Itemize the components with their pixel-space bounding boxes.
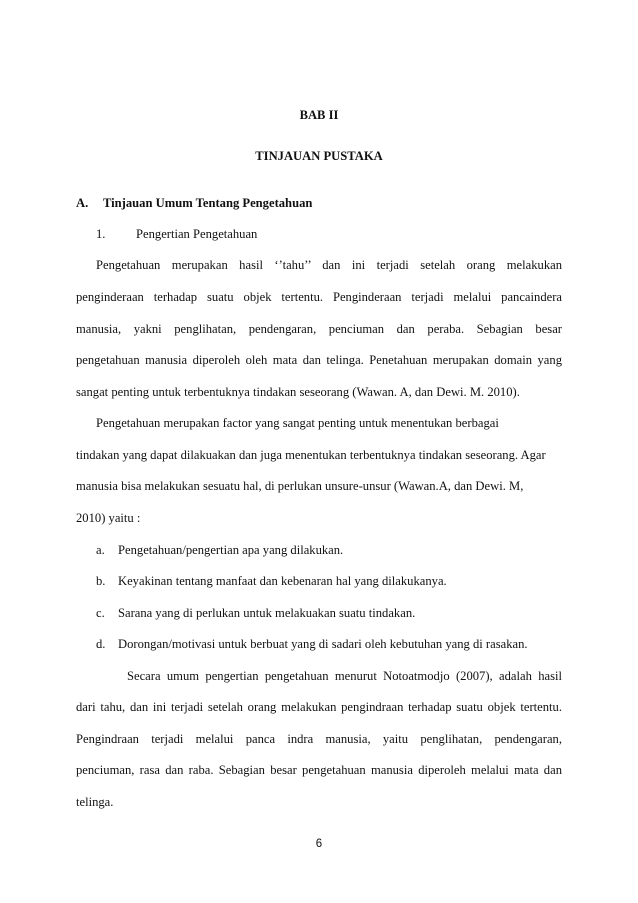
list-marker: a. [96, 543, 105, 557]
section-title: Tinjauan Umum Tentang Pengetahuan [103, 196, 313, 210]
paragraph-line: telinga. [76, 795, 114, 809]
subsection-number: 1. [96, 227, 106, 241]
chapter-title: TINJAUAN PUSTAKA [255, 149, 383, 163]
paragraph-line: penginderaan terhadap suatu objek tertentu. Penginderaan terjadi melalui pancaindera [76, 290, 562, 304]
paragraph-line: Pengetahuan merupakan hasil ‘’tahu’’ dan ini terjadi setelah orang melakukan [96, 258, 562, 272]
paragraph-line: Pengetahuan merupakan factor yang sangat penting untuk menentukan berbagai [96, 416, 499, 430]
list-marker: b. [96, 574, 106, 588]
list-text: Keyakinan tentang manfaat dan kebenaran hal yang dilakukanya. [118, 574, 447, 588]
list-marker: d. [96, 637, 106, 651]
list-text: Pengetahuan/pengertian apa yang dilakukan. [118, 543, 344, 557]
page-number: 6 [315, 838, 323, 850]
paragraph-line: manusia, yakni penglihatan, pendengaran, penciuman dan peraba. Sebagian besar [76, 322, 562, 336]
section-letter: A. [76, 196, 89, 210]
list-text: Sarana yang di perlukan untuk melakuakan suatu tindakan. [118, 606, 416, 620]
paragraph-line: Secara umum pengertian pengetahuan menurut Notoatmodjo (2007), adalah hasil [127, 669, 562, 683]
paragraph-line: sangat penting untuk terbentuknya tindakan seseorang (Wawan. A, dan Dewi. M. 2010). [76, 385, 520, 399]
paragraph-line: penciuman, rasa dan raba. Sebagian besar pengetahuan manusia diperoleh melalui mata dan [76, 763, 562, 777]
section-heading [76, 196, 562, 211]
paragraph-line: dari tahu, dan ini terjadi setelah orang melakukan pengindraan terhadap suatu objek tertentu. [76, 700, 562, 714]
subsection-title: Pengertian Pengetahuan [136, 227, 258, 241]
paragraph-line: Pengindraan terjadi melalui panca indra manusia, yaitu penglihatan, pendengaran, [76, 732, 562, 746]
paragraph-line: tindakan yang dapat dilakuakan dan juga menentukan terbentuknya tindakan seseorang. Agar [76, 448, 546, 462]
chapter-number: BAB II [299, 108, 339, 122]
list-text: Dorongan/motivasi untuk berbuat yang di sadari oleh kebutuhan yang di rasakan. [118, 637, 528, 651]
list-marker: c. [96, 606, 105, 620]
paragraph-line: pengetahuan manusia diperoleh oleh mata dan telinga. Penetahuan merupakan domain yang [76, 353, 562, 367]
paragraph-line: 2010) yaitu : [76, 511, 141, 525]
paragraph-line: manusia bisa melakukan sesuatu hal, di perlukan unsure-unsur (Wawan.A, dan Dewi. M, [76, 479, 524, 493]
